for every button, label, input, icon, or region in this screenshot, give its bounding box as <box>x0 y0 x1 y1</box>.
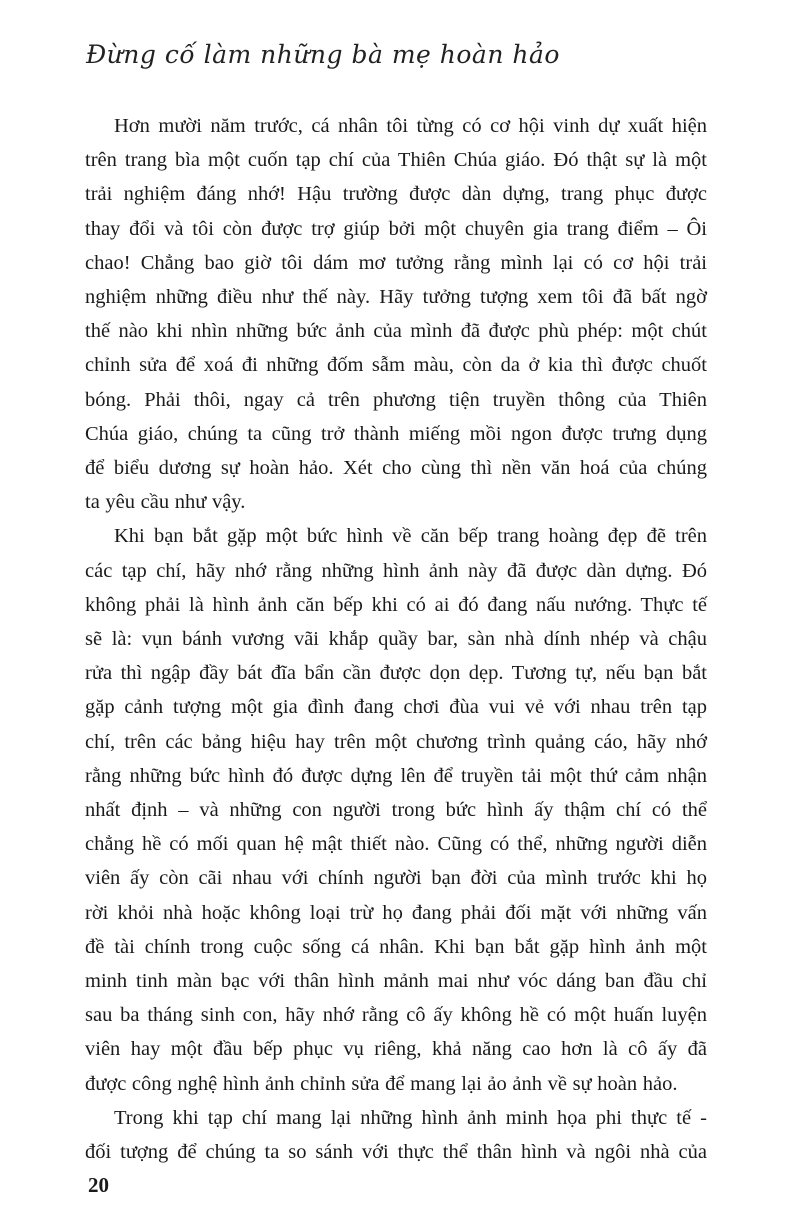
text-line: viên ấy còn cãi nhau với chính người bạn đời của mình trước khi họ <box>85 867 707 890</box>
text-line: thế nào khi nhìn những bức ảnh của mình đã được phù phép: một chút <box>85 320 707 343</box>
running-head-title: Đừng cố làm những bà mẹ hoàn hảo <box>86 40 560 69</box>
text-line: không phải là hình ảnh căn bếp khi có ai đó đang nấu nướng. Thực tế <box>85 593 707 616</box>
text-line: thay đổi và tôi còn được trợ giúp bởi một chuyên gia trang điểm – Ôi <box>85 217 707 240</box>
text-line: trải nghiệm đáng nhớ! Hậu trường được dàn dựng, trang phục được <box>85 183 707 206</box>
page-number: 20 <box>88 1173 109 1197</box>
text-line: rời khỏi nhà hoặc không loại trừ họ đang phải đối mặt với những vấn <box>85 901 707 924</box>
text-line: Khi bạn bắt gặp một bức hình về căn bếp trang hoàng đẹp đẽ trên <box>114 525 707 548</box>
text-line: đối tượng để chúng ta so sánh với thực thể thân hình và ngôi nhà của <box>85 1141 707 1164</box>
text-line: ta yêu cầu như vậy. <box>85 491 246 514</box>
body-text <box>85 109 707 1169</box>
text-line: viên hay một đầu bếp phục vụ riêng, khả năng cao hơn là cô ấy đã <box>85 1038 707 1061</box>
text-line: rằng những bức hình đó được dựng lên để truyền tải một thứ cảm nhận <box>85 764 707 787</box>
paragraph-3 <box>85 1101 707 1169</box>
text-line: Hơn mười năm trước, cá nhân tôi từng có cơ hội vinh dự xuất hiện <box>114 115 707 137</box>
text-line: sẽ là: vụn bánh vương vãi khắp quầy bar, sàn nhà dính nhép và chậu <box>85 628 707 651</box>
text-line: bóng. Phải thôi, ngay cả trên phương tiện truyền thông của Thiên <box>85 388 707 411</box>
text-line: chỉnh sửa để xoá đi những đốm sẫm màu, còn da ở kia thì được chuốt <box>85 354 707 377</box>
text-line: gặp cảnh tượng một gia đình đang chơi đùa vui vẻ với nhau trên tạp <box>85 696 707 719</box>
text-line: Chúa giáo, chúng ta cũng trở thành miếng mồi ngon được trưng dụng <box>85 422 707 445</box>
text-line: trên trang bìa một cuốn tạp chí của Thiên Chúa giáo. Đó thật sự là một <box>85 149 707 172</box>
text-line: rửa thì ngập đầy bát đĩa bẩn cần được dọn dẹp. Tương tự, nếu bạn bắt <box>85 662 707 685</box>
text-line: minh tinh màn bạc với thân hình mảnh mai như vóc dáng ban đầu chỉ <box>85 970 707 993</box>
text-line: chẳng hề có mối quan hệ mật thiết nào. Cũng có thể, những người diễn <box>85 833 707 856</box>
text-line: chí, trên các bảng hiệu hay trên một chương trình quảng cáo, hãy nhớ <box>85 730 707 753</box>
paragraph-1 <box>85 109 707 519</box>
text-line: nhất định – và những con người trong bức hình ấy thậm chí có thể <box>85 799 707 822</box>
text-line: nghiệm những điều như thế này. Hãy tưởng tượng xem tôi đã bất ngờ <box>85 286 707 309</box>
text-line: sau ba tháng sinh con, hãy nhớ rằng cô ấy không hề có một huấn luyện <box>85 1004 707 1027</box>
text-line: để biểu dương sự hoàn hảo. Xét cho cùng thì nền văn hoá của chúng <box>85 457 707 480</box>
text-line: chao! Chẳng bao giờ tôi dám mơ tưởng rằng mình lại có cơ hội trải <box>85 251 707 274</box>
text-line: được công nghệ hình ảnh chỉnh sửa để mang lại ảo ảnh về sự hoàn hảo. <box>85 1072 678 1095</box>
text-line: Trong khi tạp chí mang lại những hình ảnh minh họa phi thực tế - <box>114 1106 707 1129</box>
paragraph-2 <box>85 519 707 1100</box>
text-line: đề tài chính trong cuộc sống cá nhân. Khi bạn bắt gặp hình ảnh một <box>85 935 707 958</box>
text-line: các tạp chí, hãy nhớ rằng những hình ảnh này đã được dàn dựng. Đó <box>85 559 707 582</box>
